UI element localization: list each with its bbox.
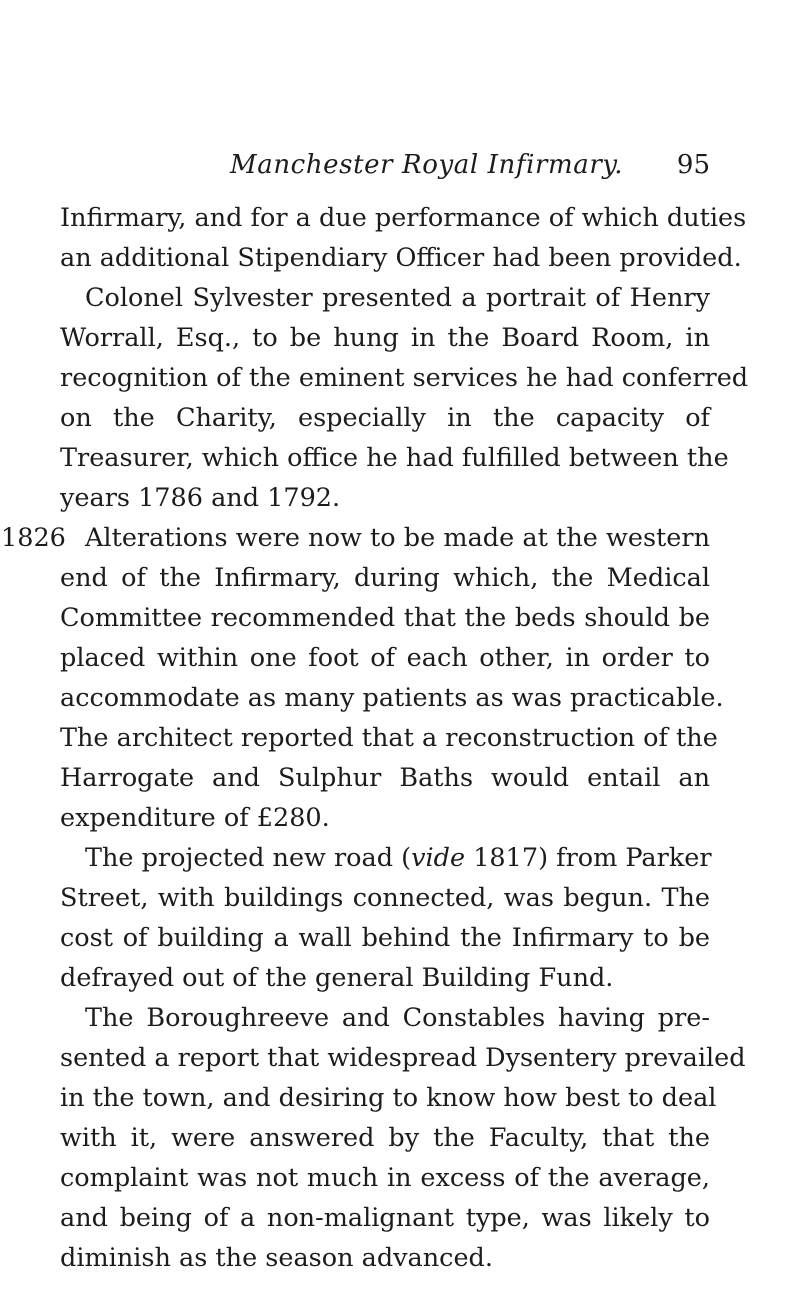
text-line: Committee recommended that the beds should be <box>60 603 710 633</box>
text-line: Alterations were now to be made at the western <box>85 523 710 553</box>
margin-year: 1826 <box>1 523 66 553</box>
text-line: The architect reported that a reconstruction of the <box>60 723 718 753</box>
text-line: cost of building a wall behind the Infirmary to be <box>60 923 710 953</box>
text-line: Harrogate and Sulphur Baths would entail an <box>60 763 710 793</box>
text-line: expenditure of £280. <box>60 803 330 833</box>
page-number: 95 <box>676 150 710 180</box>
running-title: Manchester Royal Infirmary. <box>230 150 624 180</box>
text-line: years 1786 and 1792. <box>60 483 341 513</box>
text-line: Colonel Sylvester presented a portrait of Henry <box>85 283 710 313</box>
text-line: Treasurer, which office he had fulfilled between the <box>60 443 729 473</box>
text-line: end of the Infirmary, during which, the Medical <box>60 563 710 593</box>
running-head <box>230 150 710 190</box>
text-line: Street, with buildings connected, was begun. The <box>60 883 710 913</box>
text-line: in the town, and desiring to know how best to deal <box>60 1083 717 1113</box>
text-line: complaint was not much in excess of the average, <box>60 1163 710 1193</box>
text-line: placed within one foot of each other, in order to <box>60 643 710 673</box>
text-line: defrayed out of the general Building Fund. <box>60 963 614 993</box>
text-line: an additional Stipendiary Officer had been provided. <box>60 243 742 273</box>
text-line: Worrall, Esq., to be hung in the Board Room, in <box>60 323 710 353</box>
text-line: with it, were answered by the Faculty, that the <box>60 1123 710 1153</box>
text-line: accommodate as many patients as was practicable. <box>60 683 724 713</box>
text-line: The Boroughreeve and Constables having pre- <box>85 1003 710 1033</box>
text-line: and being of a non-malignant type, was likely to <box>60 1203 710 1233</box>
text-line-with-italic: The projected new road (vide 1817) from Parker <box>85 843 712 873</box>
text-line: sented a report that widespread Dysentery prevailed <box>60 1043 746 1073</box>
text-line: recognition of the eminent services he had conferred <box>60 363 749 393</box>
paragraph-1826 <box>0 520 800 560</box>
text-line: diminish as the season advanced. <box>60 1243 493 1273</box>
italic-vide: vide <box>411 843 466 873</box>
text-line: Infirmary, and for a due performance of which duties <box>60 203 747 233</box>
text-line: on the Charity, especially in the capacity of <box>60 403 710 433</box>
